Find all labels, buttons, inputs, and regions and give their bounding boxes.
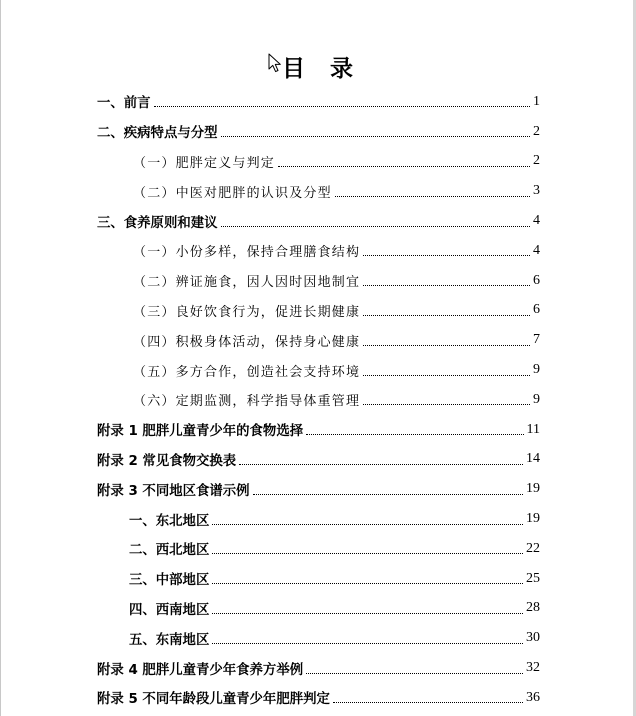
toc-entry-label: 三、食养原则和建议 [97, 215, 218, 231]
dot-leader [154, 106, 530, 107]
dot-leader [333, 702, 523, 703]
dot-leader [212, 553, 523, 554]
toc-entry-label: （二）中医对肥胖的认识及分型 [133, 185, 332, 201]
toc-entry-eating-behavior[interactable] [97, 296, 540, 326]
toc-entry-central[interactable] [97, 564, 540, 594]
toc-entry-page: 22 [526, 540, 540, 556]
dot-leader [212, 583, 523, 584]
dot-leader [221, 136, 530, 137]
dot-leader [212, 613, 523, 614]
dot-leader [278, 166, 530, 167]
page-edge-left [0, 0, 1, 716]
toc-entry-page: 6 [533, 272, 540, 288]
dot-leader [363, 375, 530, 376]
dot-leader [335, 196, 530, 197]
dot-leader [239, 464, 523, 465]
toc-entry-label: （四）积极身体活动，保持身心健康 [133, 334, 361, 350]
toc-entry-disease-types[interactable] [97, 117, 540, 147]
toc-entry-physical-activity[interactable] [97, 325, 540, 355]
toc-entry-page: 6 [533, 302, 540, 318]
toc-entry-page: 28 [526, 600, 540, 616]
toc-entry-label: 附录 4 肥胖儿童青少年食养方举例 [97, 662, 304, 678]
toc-entry-page: 7 [533, 332, 540, 348]
toc-entry-page: 3 [533, 183, 540, 199]
toc-entry-page: 9 [533, 391, 540, 407]
toc-entry-page: 30 [526, 630, 540, 646]
toc-entry-page: 36 [526, 689, 540, 705]
toc-entry-label: 一、前言 [97, 96, 151, 112]
toc-entry-syndrome-diet[interactable] [97, 266, 540, 296]
toc-entry-preface[interactable] [97, 87, 540, 117]
dot-leader [212, 524, 523, 525]
toc-entry-appendix-2[interactable] [97, 445, 540, 475]
toc-entry-page: 2 [533, 153, 540, 169]
toc-entry-southwest[interactable] [97, 594, 540, 624]
toc-entry-label: （二）辨证施食，因人因时因地制宜 [133, 275, 361, 291]
toc-entry-label: 二、疾病特点与分型 [97, 126, 218, 142]
dot-leader [221, 226, 530, 227]
toc-entry-tcm-understanding[interactable] [97, 176, 540, 206]
toc-entry-weight-monitoring[interactable] [97, 385, 540, 415]
toc-entry-appendix-5[interactable] [97, 683, 540, 713]
toc-entry-label: （一）小份多样，保持合理膳食结构 [133, 245, 361, 261]
toc-entry-label: （六）定期监测，科学指导体重管理 [133, 394, 361, 410]
dot-leader [363, 404, 530, 405]
toc-entry-page: 4 [533, 242, 540, 258]
toc-entry-diet-principles[interactable] [97, 206, 540, 236]
dot-leader [363, 315, 530, 316]
toc-entry-northeast[interactable] [97, 504, 540, 534]
toc-entry-appendix-4[interactable] [97, 653, 540, 683]
dot-leader [363, 255, 530, 256]
toc-entry-label: （五）多方合作，创造社会支持环境 [133, 364, 361, 380]
toc-entry-page: 11 [526, 421, 540, 437]
toc-entry-label: 五、东南地区 [129, 632, 210, 648]
toc-entry-page: 1 [533, 93, 540, 109]
toc-entry-label: 一、东北地区 [129, 513, 210, 529]
toc-entry-northwest[interactable] [97, 534, 540, 564]
dot-leader [363, 345, 530, 346]
toc-entry-appendix-1[interactable] [97, 415, 540, 445]
toc-entry-page: 14 [526, 451, 540, 467]
toc-entry-label: 附录 3 不同地区食谱示例 [97, 483, 250, 499]
toc-entry-appendix-3[interactable] [97, 474, 540, 504]
toc-entry-page: 32 [526, 660, 540, 676]
page-title: 目 录 [282, 56, 354, 82]
dot-leader [212, 643, 523, 644]
toc-entry-page: 19 [526, 481, 540, 497]
toc-entry-label: 附录 5 不同年龄段儿童青少年肥胖判定 [97, 692, 330, 708]
toc-entry-label: （三）良好饮食行为，促进长期健康 [133, 304, 361, 320]
toc-entry-label: 四、西南地区 [129, 602, 210, 618]
dot-leader [363, 285, 530, 286]
toc-entry-southeast[interactable] [97, 623, 540, 653]
mouse-pointer-icon [268, 53, 282, 73]
toc-entry-label: （一）肥胖定义与判定 [133, 155, 276, 171]
toc-entry-page: 19 [526, 511, 540, 527]
toc-entry-page: 25 [526, 570, 540, 586]
toc-entry-label: 附录 2 常见食物交换表 [97, 453, 237, 469]
toc-entry-label: 二、西北地区 [129, 543, 210, 559]
toc-entry-social-support[interactable] [97, 355, 540, 385]
toc-entry-small-portions[interactable] [97, 236, 540, 266]
toc-entry-page: 2 [533, 123, 540, 139]
toc-entry-page: 9 [533, 362, 540, 378]
dot-leader [306, 673, 523, 674]
dot-leader [253, 494, 523, 495]
table-of-contents [97, 87, 540, 713]
toc-entry-label: 三、中部地区 [129, 573, 210, 589]
dot-leader [306, 434, 523, 435]
toc-entry-label: 附录 1 肥胖儿童青少年的食物选择 [97, 424, 304, 440]
toc-entry-obesity-definition[interactable] [97, 147, 540, 177]
toc-entry-page: 4 [533, 213, 540, 229]
